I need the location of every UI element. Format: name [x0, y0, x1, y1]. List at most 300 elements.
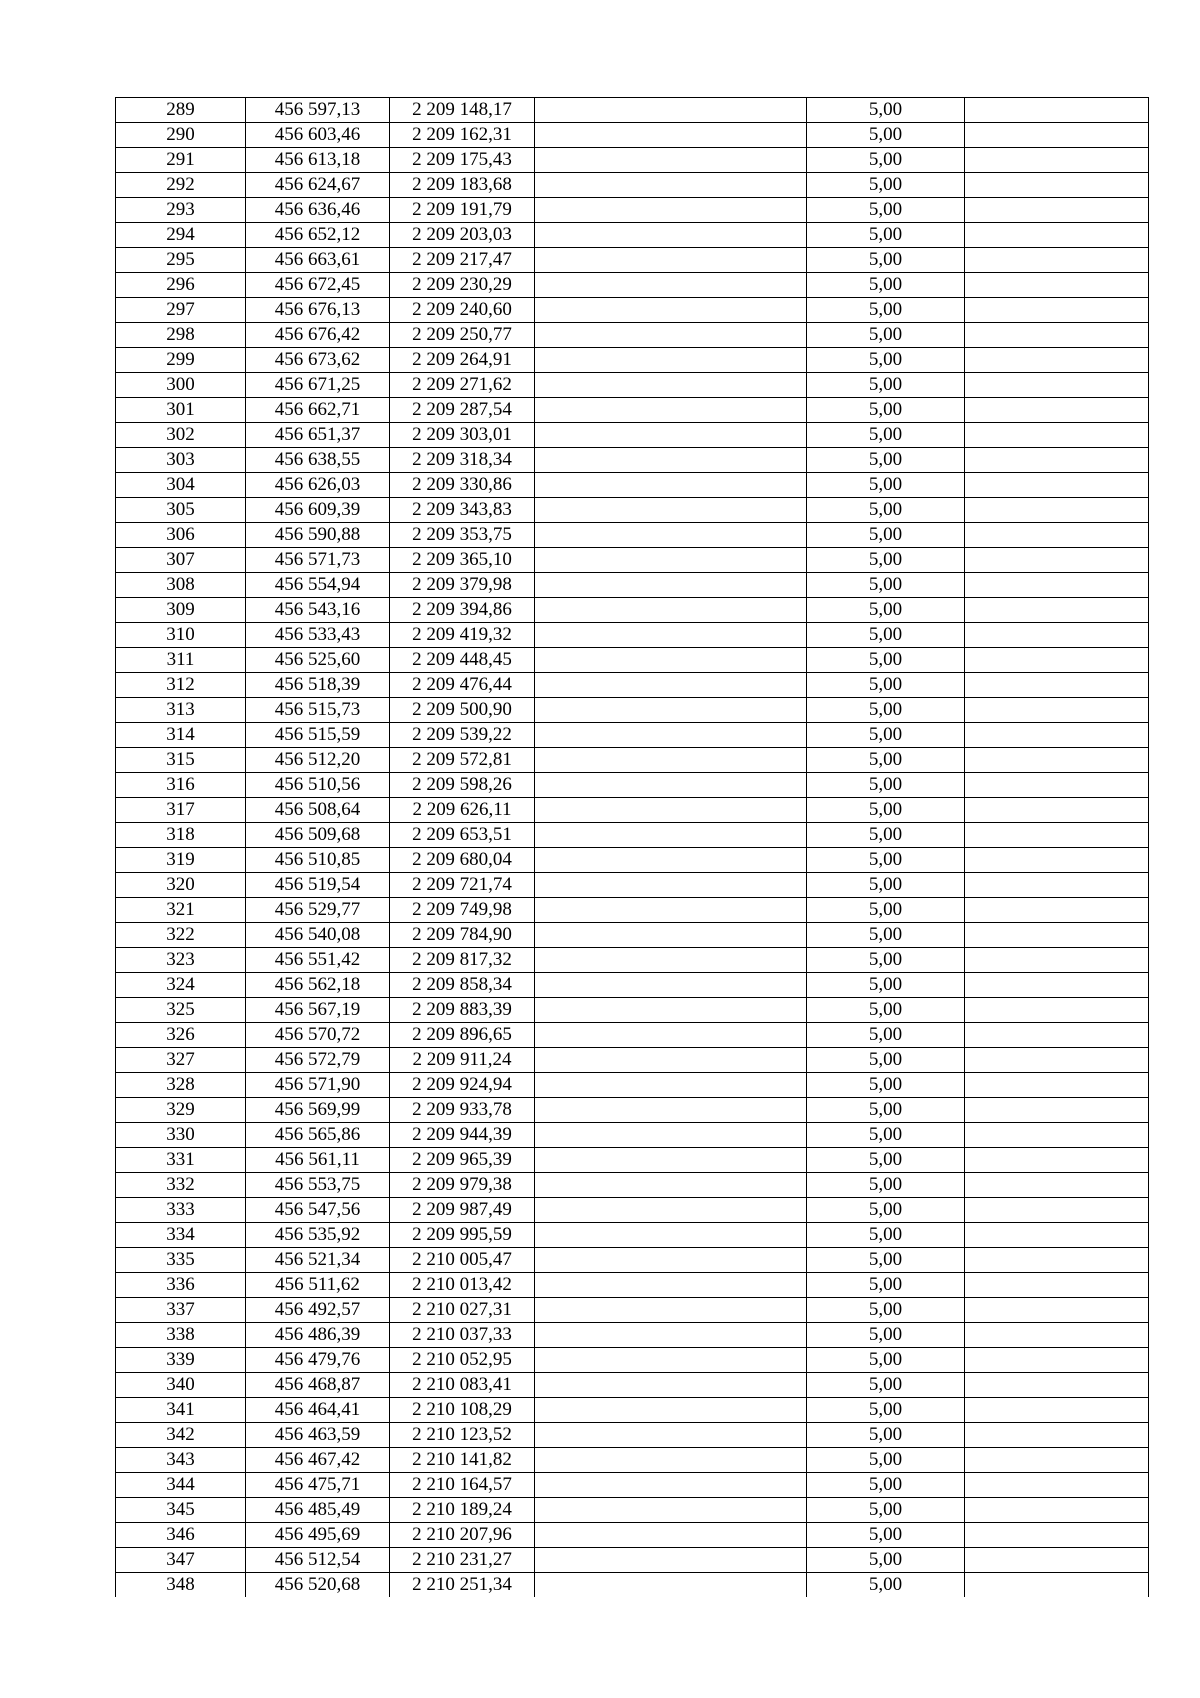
empty-cell [965, 1548, 1149, 1573]
table-row [116, 1523, 1149, 1548]
empty-cell [965, 948, 1149, 973]
table-row [116, 1348, 1149, 1373]
empty-cell [965, 1223, 1149, 1248]
table-row [116, 1248, 1149, 1273]
point-number-cell: 309 [116, 598, 246, 623]
empty-cell [965, 398, 1149, 423]
value-cell: 5,00 [807, 998, 965, 1023]
empty-cell [535, 1373, 807, 1398]
point-number-cell: 303 [116, 448, 246, 473]
value-cell: 5,00 [807, 1448, 965, 1473]
table-row [116, 1098, 1149, 1123]
value-cell: 5,00 [807, 1223, 965, 1248]
x-coordinate-cell: 456 519,54 [246, 873, 390, 898]
value-cell: 5,00 [807, 548, 965, 573]
point-number-cell: 300 [116, 373, 246, 398]
point-number-cell: 310 [116, 623, 246, 648]
y-coordinate-cell: 2 210 189,24 [390, 1498, 535, 1523]
x-coordinate-cell: 456 662,71 [246, 398, 390, 423]
empty-cell [965, 1173, 1149, 1198]
x-coordinate-cell: 456 572,79 [246, 1048, 390, 1073]
table-row [116, 123, 1149, 148]
empty-cell [965, 1298, 1149, 1323]
empty-cell [535, 348, 807, 373]
empty-cell [965, 348, 1149, 373]
empty-cell [535, 673, 807, 698]
y-coordinate-cell: 2 209 419,32 [390, 623, 535, 648]
empty-cell [965, 1573, 1149, 1598]
point-number-cell: 329 [116, 1098, 246, 1123]
y-coordinate-cell: 2 209 933,78 [390, 1098, 535, 1123]
value-cell: 5,00 [807, 598, 965, 623]
value-cell: 5,00 [807, 373, 965, 398]
table-row [116, 148, 1149, 173]
point-number-cell: 311 [116, 648, 246, 673]
empty-cell [535, 98, 807, 123]
empty-cell [535, 873, 807, 898]
table-row [116, 998, 1149, 1023]
table-row [116, 273, 1149, 298]
empty-cell [965, 998, 1149, 1023]
empty-cell [535, 648, 807, 673]
empty-cell [535, 1573, 807, 1598]
empty-cell [535, 1348, 807, 1373]
y-coordinate-cell: 2 209 979,38 [390, 1173, 535, 1198]
table-row [116, 1298, 1149, 1323]
value-cell: 5,00 [807, 1298, 965, 1323]
value-cell: 5,00 [807, 948, 965, 973]
x-coordinate-cell: 456 569,99 [246, 1098, 390, 1123]
empty-cell [535, 298, 807, 323]
empty-cell [535, 948, 807, 973]
point-number-cell: 341 [116, 1398, 246, 1423]
table-row [116, 448, 1149, 473]
table-row [116, 523, 1149, 548]
table-row [116, 398, 1149, 423]
point-number-cell: 296 [116, 273, 246, 298]
table-row [116, 848, 1149, 873]
empty-cell [965, 1498, 1149, 1523]
empty-cell [535, 473, 807, 498]
point-number-cell: 323 [116, 948, 246, 973]
empty-cell [535, 623, 807, 648]
table-row [116, 1423, 1149, 1448]
empty-cell [535, 1198, 807, 1223]
empty-cell [535, 398, 807, 423]
empty-cell [535, 823, 807, 848]
empty-cell [965, 598, 1149, 623]
x-coordinate-cell: 456 467,42 [246, 1448, 390, 1473]
empty-cell [535, 1173, 807, 1198]
y-coordinate-cell: 2 209 965,39 [390, 1148, 535, 1173]
x-coordinate-cell: 456 512,54 [246, 1548, 390, 1573]
empty-cell [535, 448, 807, 473]
value-cell: 5,00 [807, 1098, 965, 1123]
empty-cell [965, 573, 1149, 598]
empty-cell [965, 1048, 1149, 1073]
point-number-cell: 305 [116, 498, 246, 523]
value-cell: 5,00 [807, 323, 965, 348]
empty-cell [965, 898, 1149, 923]
empty-cell [965, 1273, 1149, 1298]
table-row [116, 648, 1149, 673]
x-coordinate-cell: 456 463,59 [246, 1423, 390, 1448]
empty-cell [965, 698, 1149, 723]
x-coordinate-cell: 456 562,18 [246, 973, 390, 998]
empty-cell [965, 548, 1149, 573]
empty-cell [965, 848, 1149, 873]
empty-cell [535, 248, 807, 273]
point-number-cell: 328 [116, 1073, 246, 1098]
value-cell: 5,00 [807, 1273, 965, 1298]
x-coordinate-cell: 456 651,37 [246, 423, 390, 448]
table-row [116, 898, 1149, 923]
x-coordinate-cell: 456 553,75 [246, 1173, 390, 1198]
y-coordinate-cell: 2 209 598,26 [390, 773, 535, 798]
point-number-cell: 306 [116, 523, 246, 548]
table-row [116, 798, 1149, 823]
empty-cell [965, 1023, 1149, 1048]
value-cell: 5,00 [807, 173, 965, 198]
empty-cell [535, 773, 807, 798]
value-cell: 5,00 [807, 673, 965, 698]
empty-cell [965, 1448, 1149, 1473]
y-coordinate-cell: 2 209 653,51 [390, 823, 535, 848]
value-cell: 5,00 [807, 1548, 965, 1573]
value-cell: 5,00 [807, 198, 965, 223]
point-number-cell: 324 [116, 973, 246, 998]
empty-cell [535, 548, 807, 573]
value-cell: 5,00 [807, 523, 965, 548]
empty-cell [965, 1348, 1149, 1373]
y-coordinate-cell: 2 210 164,57 [390, 1473, 535, 1498]
y-coordinate-cell: 2 209 318,34 [390, 448, 535, 473]
point-number-cell: 304 [116, 473, 246, 498]
y-coordinate-cell: 2 210 013,42 [390, 1273, 535, 1298]
empty-cell [965, 298, 1149, 323]
y-coordinate-cell: 2 209 924,94 [390, 1073, 535, 1098]
table-row [116, 1573, 1149, 1598]
y-coordinate-cell: 2 209 911,24 [390, 1048, 535, 1073]
table-row [116, 198, 1149, 223]
table-row [116, 323, 1149, 348]
empty-cell [535, 373, 807, 398]
table-row [116, 698, 1149, 723]
value-cell: 5,00 [807, 1473, 965, 1498]
x-coordinate-cell: 456 520,68 [246, 1573, 390, 1598]
x-coordinate-cell: 456 510,56 [246, 773, 390, 798]
value-cell: 5,00 [807, 123, 965, 148]
coordinates-table [115, 97, 1149, 1597]
x-coordinate-cell: 456 540,08 [246, 923, 390, 948]
point-number-cell: 335 [116, 1248, 246, 1273]
point-number-cell: 308 [116, 573, 246, 598]
y-coordinate-cell: 2 209 539,22 [390, 723, 535, 748]
empty-cell [535, 1423, 807, 1448]
x-coordinate-cell: 456 663,61 [246, 248, 390, 273]
x-coordinate-cell: 456 636,46 [246, 198, 390, 223]
point-number-cell: 319 [116, 848, 246, 873]
point-number-cell: 318 [116, 823, 246, 848]
y-coordinate-cell: 2 210 231,27 [390, 1548, 535, 1573]
value-cell: 5,00 [807, 348, 965, 373]
y-coordinate-cell: 2 209 343,83 [390, 498, 535, 523]
empty-cell [965, 623, 1149, 648]
point-number-cell: 344 [116, 1473, 246, 1498]
value-cell: 5,00 [807, 873, 965, 898]
empty-cell [535, 748, 807, 773]
empty-cell [535, 1023, 807, 1048]
table-row [116, 498, 1149, 523]
value-cell: 5,00 [807, 798, 965, 823]
point-number-cell: 312 [116, 673, 246, 698]
table-row [116, 98, 1149, 123]
table-row [116, 573, 1149, 598]
empty-cell [965, 148, 1149, 173]
empty-cell [965, 773, 1149, 798]
x-coordinate-cell: 456 479,76 [246, 1348, 390, 1373]
x-coordinate-cell: 456 613,18 [246, 148, 390, 173]
value-cell: 5,00 [807, 1048, 965, 1073]
x-coordinate-cell: 456 521,34 [246, 1248, 390, 1273]
point-number-cell: 295 [116, 248, 246, 273]
point-number-cell: 320 [116, 873, 246, 898]
y-coordinate-cell: 2 209 175,43 [390, 148, 535, 173]
x-coordinate-cell: 456 603,46 [246, 123, 390, 148]
empty-cell [535, 573, 807, 598]
table-row [116, 923, 1149, 948]
x-coordinate-cell: 456 570,72 [246, 1023, 390, 1048]
point-number-cell: 326 [116, 1023, 246, 1048]
table-row [116, 873, 1149, 898]
point-number-cell: 314 [116, 723, 246, 748]
empty-cell [535, 1273, 807, 1298]
point-number-cell: 307 [116, 548, 246, 573]
y-coordinate-cell: 2 209 896,65 [390, 1023, 535, 1048]
x-coordinate-cell: 456 492,57 [246, 1298, 390, 1323]
table-row [116, 823, 1149, 848]
value-cell: 5,00 [807, 723, 965, 748]
empty-cell [965, 1098, 1149, 1123]
point-number-cell: 293 [116, 198, 246, 223]
empty-cell [965, 323, 1149, 348]
empty-cell [965, 1473, 1149, 1498]
value-cell: 5,00 [807, 498, 965, 523]
table-row [116, 1398, 1149, 1423]
y-coordinate-cell: 2 209 183,68 [390, 173, 535, 198]
empty-cell [535, 598, 807, 623]
empty-cell [965, 198, 1149, 223]
x-coordinate-cell: 456 571,90 [246, 1073, 390, 1098]
x-coordinate-cell: 456 515,59 [246, 723, 390, 748]
point-number-cell: 336 [116, 1273, 246, 1298]
x-coordinate-cell: 456 515,73 [246, 698, 390, 723]
empty-cell [965, 873, 1149, 898]
y-coordinate-cell: 2 209 353,75 [390, 523, 535, 548]
empty-cell [965, 1523, 1149, 1548]
table-row [116, 1023, 1149, 1048]
value-cell: 5,00 [807, 1248, 965, 1273]
value-cell: 5,00 [807, 1423, 965, 1448]
empty-cell [535, 1073, 807, 1098]
x-coordinate-cell: 456 535,92 [246, 1223, 390, 1248]
empty-cell [535, 923, 807, 948]
x-coordinate-cell: 456 626,03 [246, 473, 390, 498]
y-coordinate-cell: 2 209 858,34 [390, 973, 535, 998]
x-coordinate-cell: 456 543,16 [246, 598, 390, 623]
x-coordinate-cell: 456 547,56 [246, 1198, 390, 1223]
x-coordinate-cell: 456 673,62 [246, 348, 390, 373]
x-coordinate-cell: 456 609,39 [246, 498, 390, 523]
x-coordinate-cell: 456 571,73 [246, 548, 390, 573]
point-number-cell: 340 [116, 1373, 246, 1398]
point-number-cell: 290 [116, 123, 246, 148]
y-coordinate-cell: 2 209 784,90 [390, 923, 535, 948]
empty-cell [965, 248, 1149, 273]
empty-cell [535, 198, 807, 223]
point-number-cell: 339 [116, 1348, 246, 1373]
empty-cell [535, 998, 807, 1023]
empty-cell [535, 1448, 807, 1473]
value-cell: 5,00 [807, 1323, 965, 1348]
value-cell: 5,00 [807, 923, 965, 948]
value-cell: 5,00 [807, 1198, 965, 1223]
table-row [116, 748, 1149, 773]
point-number-cell: 299 [116, 348, 246, 373]
x-coordinate-cell: 456 676,13 [246, 298, 390, 323]
y-coordinate-cell: 2 210 052,95 [390, 1348, 535, 1373]
point-number-cell: 332 [116, 1173, 246, 1198]
empty-cell [965, 448, 1149, 473]
empty-cell [535, 173, 807, 198]
point-number-cell: 334 [116, 1223, 246, 1248]
point-number-cell: 302 [116, 423, 246, 448]
x-coordinate-cell: 456 676,42 [246, 323, 390, 348]
y-coordinate-cell: 2 209 749,98 [390, 898, 535, 923]
empty-cell [535, 148, 807, 173]
table-row [116, 673, 1149, 698]
value-cell: 5,00 [807, 1523, 965, 1548]
table-row [116, 1198, 1149, 1223]
y-coordinate-cell: 2 209 330,86 [390, 473, 535, 498]
x-coordinate-cell: 456 511,62 [246, 1273, 390, 1298]
empty-cell [535, 123, 807, 148]
value-cell: 5,00 [807, 398, 965, 423]
value-cell: 5,00 [807, 448, 965, 473]
empty-cell [535, 973, 807, 998]
point-number-cell: 322 [116, 923, 246, 948]
x-coordinate-cell: 456 468,87 [246, 1373, 390, 1398]
value-cell: 5,00 [807, 1348, 965, 1373]
empty-cell [535, 1248, 807, 1273]
empty-cell [535, 1498, 807, 1523]
table-row [116, 1273, 1149, 1298]
table-row [116, 1448, 1149, 1473]
empty-cell [965, 473, 1149, 498]
point-number-cell: 342 [116, 1423, 246, 1448]
empty-cell [535, 1223, 807, 1248]
x-coordinate-cell: 456 509,68 [246, 823, 390, 848]
table-row [116, 1498, 1149, 1523]
empty-cell [965, 498, 1149, 523]
point-number-cell: 330 [116, 1123, 246, 1148]
value-cell: 5,00 [807, 1173, 965, 1198]
y-coordinate-cell: 2 210 005,47 [390, 1248, 535, 1273]
value-cell: 5,00 [807, 848, 965, 873]
x-coordinate-cell: 456 671,25 [246, 373, 390, 398]
empty-cell [965, 1423, 1149, 1448]
y-coordinate-cell: 2 209 448,45 [390, 648, 535, 673]
point-number-cell: 313 [116, 698, 246, 723]
table-row [116, 1548, 1149, 1573]
empty-cell [535, 323, 807, 348]
x-coordinate-cell: 456 518,39 [246, 673, 390, 698]
table-row [116, 1123, 1149, 1148]
point-number-cell: 337 [116, 1298, 246, 1323]
y-coordinate-cell: 2 209 944,39 [390, 1123, 535, 1148]
y-coordinate-cell: 2 209 987,49 [390, 1198, 535, 1223]
point-number-cell: 297 [116, 298, 246, 323]
value-cell: 5,00 [807, 773, 965, 798]
value-cell: 5,00 [807, 1123, 965, 1148]
y-coordinate-cell: 2 210 083,41 [390, 1373, 535, 1398]
table-row [116, 1373, 1149, 1398]
y-coordinate-cell: 2 209 572,81 [390, 748, 535, 773]
y-coordinate-cell: 2 210 027,31 [390, 1298, 535, 1323]
empty-cell [965, 973, 1149, 998]
point-number-cell: 347 [116, 1548, 246, 1573]
empty-cell [535, 273, 807, 298]
y-coordinate-cell: 2 209 264,91 [390, 348, 535, 373]
x-coordinate-cell: 456 554,94 [246, 573, 390, 598]
y-coordinate-cell: 2 210 207,96 [390, 1523, 535, 1548]
x-coordinate-cell: 456 486,39 [246, 1323, 390, 1348]
y-coordinate-cell: 2 209 721,74 [390, 873, 535, 898]
empty-cell [535, 698, 807, 723]
table-row [116, 348, 1149, 373]
table-row [116, 1473, 1149, 1498]
empty-cell [965, 798, 1149, 823]
y-coordinate-cell: 2 209 379,98 [390, 573, 535, 598]
y-coordinate-cell: 2 209 817,32 [390, 948, 535, 973]
x-coordinate-cell: 456 475,71 [246, 1473, 390, 1498]
value-cell: 5,00 [807, 148, 965, 173]
value-cell: 5,00 [807, 623, 965, 648]
x-coordinate-cell: 456 464,41 [246, 1398, 390, 1423]
point-number-cell: 346 [116, 1523, 246, 1548]
x-coordinate-cell: 456 590,88 [246, 523, 390, 548]
point-number-cell: 301 [116, 398, 246, 423]
empty-cell [535, 1298, 807, 1323]
y-coordinate-cell: 2 209 287,54 [390, 398, 535, 423]
value-cell: 5,00 [807, 648, 965, 673]
value-cell: 5,00 [807, 823, 965, 848]
value-cell: 5,00 [807, 1373, 965, 1398]
x-coordinate-cell: 456 533,43 [246, 623, 390, 648]
table-row [116, 1148, 1149, 1173]
y-coordinate-cell: 2 209 162,31 [390, 123, 535, 148]
y-coordinate-cell: 2 209 500,90 [390, 698, 535, 723]
empty-cell [965, 1148, 1149, 1173]
empty-cell [535, 1323, 807, 1348]
y-coordinate-cell: 2 209 271,62 [390, 373, 535, 398]
empty-cell [535, 723, 807, 748]
point-number-cell: 333 [116, 1198, 246, 1223]
table-row [116, 423, 1149, 448]
value-cell: 5,00 [807, 223, 965, 248]
table-row [116, 623, 1149, 648]
x-coordinate-cell: 456 508,64 [246, 798, 390, 823]
